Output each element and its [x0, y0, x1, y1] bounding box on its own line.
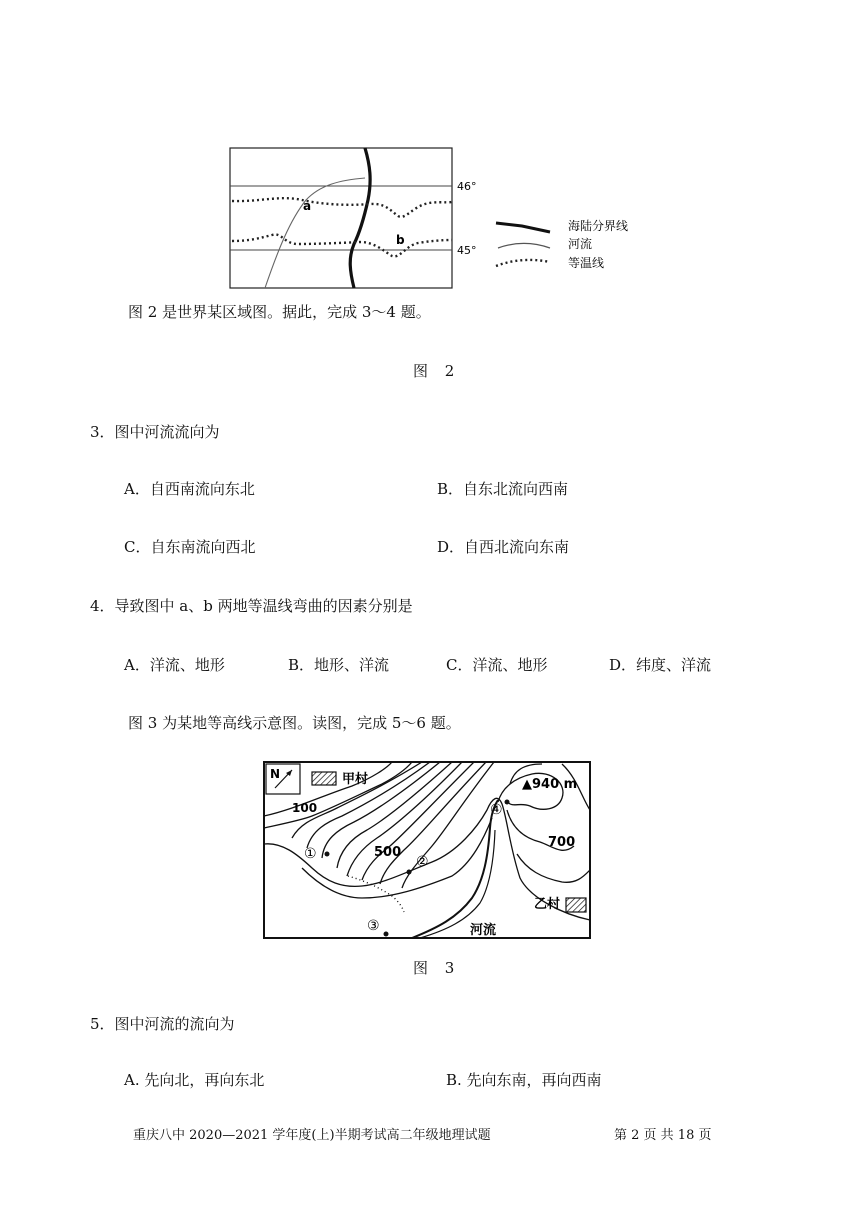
point-1-label: ① [304, 846, 317, 862]
q3-option-c: C．自东南流向西北 [124, 538, 256, 556]
village-jia-symbol [312, 772, 336, 785]
q4-option-a: A．洋流、地形 [124, 656, 225, 674]
figure-3-intro: 图 3 为某地等高线示意图。读图，完成 5～6 题。 [128, 714, 461, 732]
coastline-line [350, 148, 370, 288]
legend-coastline-label: 海陆分界线 [568, 219, 629, 233]
legend-river-label: 河流 [568, 237, 593, 251]
q3-option-d: D．自西北流向东南 [437, 538, 570, 556]
map-frame [230, 148, 452, 288]
latitude-46-label: 46° [457, 180, 477, 193]
river-label: 河流 [470, 923, 497, 938]
figure-2-map [220, 140, 660, 300]
figure-2-intro: 图 2 是世界某区域图。据此，完成 3～4 题。 [128, 303, 431, 321]
q4-stem: 4．导致图中 a、b 两地等温线弯曲的因素分别是 [90, 597, 413, 615]
village-yi-label: 乙村 [534, 897, 561, 912]
point-2-marker [407, 870, 412, 875]
village-jia-label: 甲村 [342, 772, 369, 787]
contour-100-label: 100 [292, 801, 318, 815]
village-yi-symbol [566, 898, 586, 912]
q4-option-c: C．洋流、地形 [446, 656, 548, 674]
q3-stem: 3．图中河流流向为 [90, 423, 220, 441]
contour-500-label: 500 [374, 845, 402, 860]
q3-option-b: B．自东北流向西南 [437, 480, 569, 498]
isotherm-lower [232, 235, 452, 257]
footer-title: 重庆八中 2020—2021 学年度(上)半期考试高二年级地理试题 [133, 1128, 491, 1143]
legend-coastline-symbol [496, 223, 550, 232]
q3-option-a: A．自西南流向东北 [124, 480, 255, 498]
peak-label: ▲940 m [522, 777, 578, 792]
north-label: N [270, 767, 281, 781]
q5-option-b: B. 先向东南，再向西南 [446, 1071, 602, 1089]
point-4-label: ④ [490, 802, 503, 818]
point-3-marker [384, 932, 389, 937]
legend-isotherm-label: 等温线 [568, 256, 605, 270]
figure-2-caption: 图 2 [413, 362, 461, 380]
point-4-marker [505, 800, 510, 805]
latitude-45-label: 45° [457, 244, 477, 257]
point-1-marker [325, 852, 330, 857]
figure-3-caption: 图 3 [413, 959, 461, 977]
label-a: a [303, 199, 312, 213]
legend-isotherm-symbol [496, 260, 550, 266]
footer-page-number: 第 2 页 共 18 页 [614, 1128, 712, 1143]
figure-3-contour-map [262, 758, 594, 944]
isotherm-upper [232, 198, 452, 217]
label-b: b [396, 233, 405, 247]
q4-option-b: B．地形、洋流 [288, 656, 390, 674]
legend-river-symbol [498, 243, 550, 248]
point-2-label: ② [416, 854, 429, 870]
q5-option-a: A. 先向北，再向东北 [124, 1071, 265, 1089]
point-3-label: ③ [367, 918, 380, 934]
q5-stem: 5．图中河流的流向为 [90, 1015, 235, 1033]
contour-700-label: 700 [548, 835, 576, 850]
q4-option-d: D．纬度、洋流 [609, 656, 712, 674]
